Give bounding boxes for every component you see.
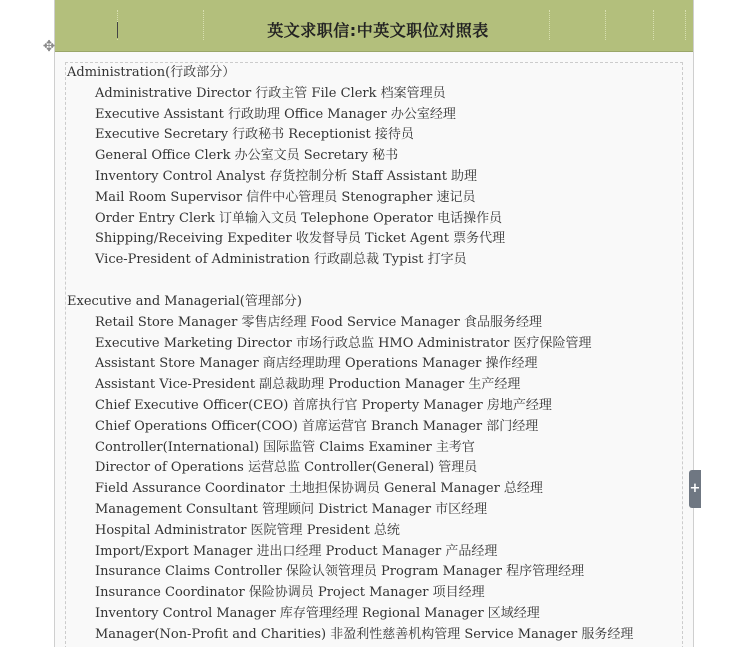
plus-icon[interactable]: + (689, 470, 701, 508)
section-title: Administration(行政部分） (67, 65, 236, 80)
page-title: 英文求职信:中英文职位对照表 (267, 21, 489, 40)
list-item: Hospital Administrator 医院管理 President 总统 (95, 522, 400, 538)
list-item: Inventory Control Manager 库存管理经理 Regional Manager 区域经理 (95, 605, 540, 621)
list-item: Executive Marketing Director 市场行政总监 HMO Administrator 医疗保险管理 (95, 335, 592, 351)
list-item: Inventory Control Analyst 存货控制分析 Staff Assistant 助理 (95, 168, 478, 184)
list-item: Import/Export Manager 进出口经理 Product Manager 产品经理 (95, 543, 498, 559)
list-item: Vice-President of Administration 行政副总裁 Typist 打字员 (95, 252, 467, 268)
list-item: General Office Clerk 办公室文员 Secretary 秘书 (95, 148, 399, 164)
list-item: Shipping/Receiving Expediter 收发督导员 Ticket Agent 票务代理 (95, 231, 506, 247)
list-item: Management Consultant 管理顾问 District Manager 市区经理 (95, 501, 488, 517)
list-item: Administrative Director 行政主管 File Clerk 档案管理员 (95, 85, 446, 101)
list-item: Executive Secretary 行政秘书 Receptionist 接待员 (95, 127, 414, 143)
list-item: Field Assurance Coordinator 土地担保协调员 General Manager 总经理 (95, 481, 543, 497)
move-icon[interactable]: ✥ (42, 37, 56, 55)
section-administration (67, 63, 667, 271)
list-item: Controller(International) 国际监管 Claims Examiner 主考官 (95, 439, 475, 455)
list-item: Retail Store Manager 零售店经理 Food Service Manager 食品服务经理 (95, 314, 542, 330)
list-item: Director of Operations 运营总监 Controller(General) 管理员 (95, 460, 478, 476)
table-header (55, 0, 693, 52)
section-title: Executive and Managerial(管理部分) (67, 293, 302, 309)
list-item: Manager(Non-Profit and Charities) 非盈利性慈善机构管理 Service Manager 服务经理 (95, 626, 634, 642)
list-item: Order Entry Clerk 订单输入文员 Telephone Operator 电话操作员 (95, 210, 503, 226)
list-item: Insurance Claims Controller 保险认领管理员 Program Manager 程序管理经理 (95, 564, 585, 580)
list-item: Mail Room Supervisor 信件中心管理员 Stenographer 速记员 (95, 189, 476, 205)
list-item: Assistant Vice-President 副总裁助理 Production Manager 生产经理 (95, 377, 521, 393)
list-item: Executive Assistant 行政助理 Office Manager 办公室经理 (95, 106, 456, 122)
list-item: Assistant Store Manager 商店经理助理 Operations Manager 操作经理 (95, 356, 538, 372)
list-item: Chief Operations Officer(COO) 首席运营官 Branch Manager 部门经理 (95, 418, 539, 434)
position-list (67, 63, 667, 646)
list-item: Chief Executive Officer(CEO) 首席执行官 Property Manager 房地产经理 (95, 397, 552, 413)
list-item: Insurance Coordinator 保险协调员 Project Manager 项目经理 (95, 585, 485, 601)
section-executive-managerial (67, 292, 667, 646)
text-cursor (117, 22, 118, 38)
